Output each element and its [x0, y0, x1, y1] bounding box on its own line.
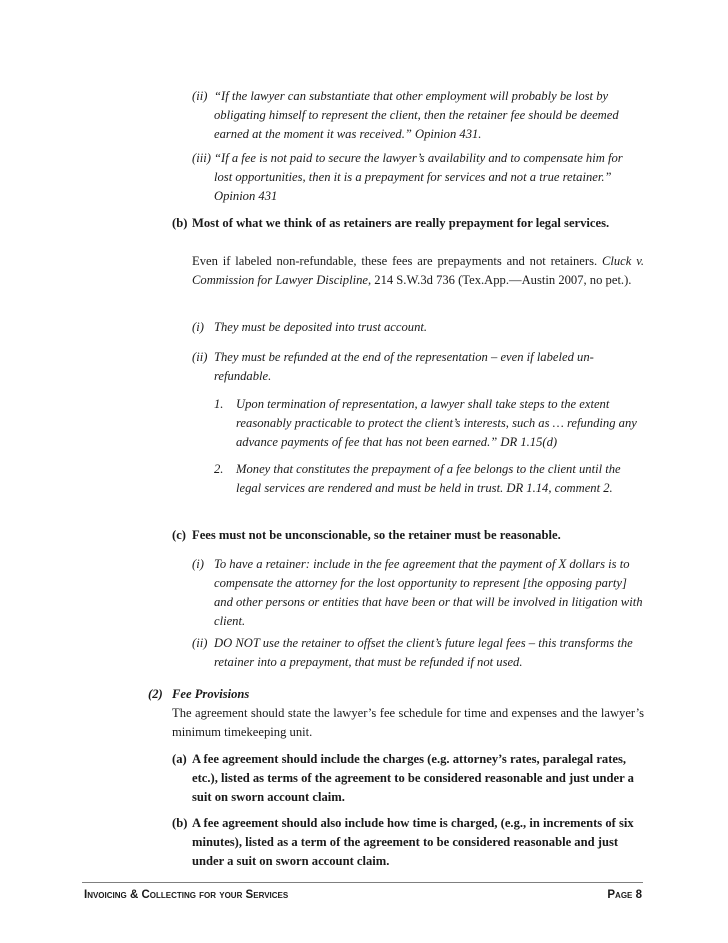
- item-text: DO NOT use the retainer to offset the client’s future legal fees – this transforms the retainer into a prepayment, that must be refunded if not used.: [214, 636, 633, 669]
- item-label: (c): [172, 528, 186, 542]
- item-label: (iii): [192, 151, 211, 165]
- item-text: Fees must not be unconscionable, so the retainer must be reasonable.: [192, 528, 561, 542]
- item-label: (b): [172, 216, 188, 230]
- item-iii-quote: [192, 149, 644, 206]
- item-b-time-charged: [172, 814, 644, 871]
- item-i-trust: [192, 318, 644, 337]
- item-text: A fee agreement should also include how time is charged, (e.g., in increments of six minutes), listed as a term of the agreement to be considered reasonable and just under a suit on sworn account claim.: [192, 816, 634, 868]
- paragraph-lead: Even if labeled non-refundable, these fees are prepayments and not retainers.: [192, 254, 602, 268]
- item-label: (b): [172, 816, 188, 830]
- item-text: Money that constitutes the prepayment of a fee belongs to the client until the legal services are rendered and must be held in trust. DR 1.14, comment 2.: [236, 462, 621, 495]
- item-label: (a): [172, 752, 187, 766]
- item-ii-quote: [192, 87, 644, 144]
- item-ii-do-not: [192, 634, 644, 672]
- item-c-heading: [172, 526, 644, 545]
- item-label: (i): [192, 557, 204, 571]
- footer-title: Invoicing & Collecting for your Services: [84, 889, 289, 901]
- case-citation: Cluck v. Commission for Lawyer Discipline: [192, 254, 644, 287]
- item-label: 2.: [214, 462, 224, 476]
- item-text: “If a fee is not paid to secure the lawyer’s availability and to compensate him for lost opportunities, then it is a prepayment for services and not a true retainer.” Opinion 431: [214, 151, 623, 203]
- footer-divider: [82, 882, 643, 883]
- item-text: They must be refunded at the end of the representation – even if labeled un-refundable.: [214, 350, 594, 383]
- page-number: Page 8: [607, 889, 642, 901]
- paragraph-tail: , 214 S.W.3d 736 (Tex.App.—Austin 2007, no pet.).: [367, 273, 632, 287]
- item-text: They must be deposited into trust account.: [214, 320, 428, 334]
- item-label: (ii): [192, 89, 208, 103]
- item-ii-refund: [192, 348, 644, 386]
- item-label: (ii): [192, 350, 208, 364]
- item-a-fee-agreement: [172, 750, 644, 807]
- item-b-heading: [172, 214, 644, 233]
- item-text: To have a retainer: include in the fee agreement that the payment of X dollars is to compensate the attorney for the lost opportunity to represent [the opposing party] and other persons or entities that have been or that will be involved in litigation with client.: [214, 557, 643, 628]
- item-text: A fee agreement should include the charges (e.g. attorney’s rates, paralegal rates, etc.), listed as terms of the agreement to be considered reasonable and just under a suit on sworn account claim.: [192, 752, 634, 804]
- item-text: Fee Provisions: [172, 687, 250, 701]
- item-label: 1.: [214, 397, 224, 411]
- item-label: (2): [148, 687, 163, 701]
- item-text: “If the lawyer can substantiate that other employment will probably be lost by obligating himself to represent the client, then the retainer fee should be deemed earned at the moment it was received.” Opinion 431.: [214, 89, 619, 141]
- cluck-paragraph: [192, 252, 644, 290]
- page-footer: [84, 886, 642, 905]
- numbered-item-1: [214, 395, 644, 452]
- item-label: (ii): [192, 636, 208, 650]
- section-fee-provisions-heading: [148, 685, 644, 704]
- item-text: Most of what we think of as retainers are really prepayment for legal services.: [192, 216, 610, 230]
- item-text: Upon termination of representation, a lawyer shall take steps to the extent reasonably practicable to protect the client’s interests, such as … refunding any advance payments of fee that has not been earned.” DR 1.15(d): [236, 397, 637, 449]
- numbered-item-2: [214, 460, 644, 498]
- item-label: (i): [192, 320, 204, 334]
- fee-provisions-paragraph: [172, 704, 644, 742]
- item-i-retainer: [192, 555, 644, 631]
- paragraph-text: The agreement should state the lawyer’s fee schedule for time and expenses and the lawyer’s minimum timekeeping unit.: [172, 706, 644, 739]
